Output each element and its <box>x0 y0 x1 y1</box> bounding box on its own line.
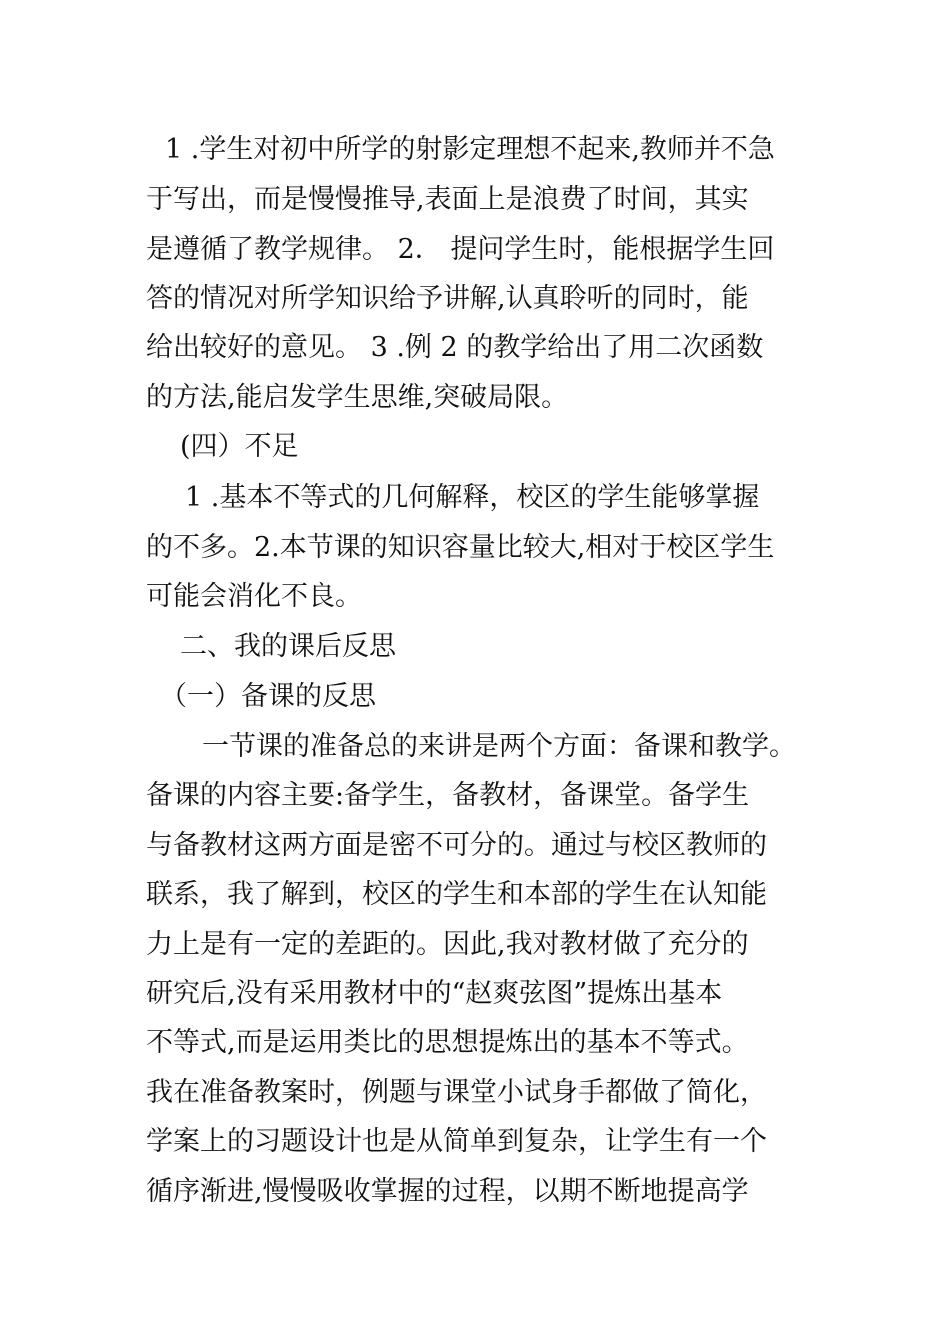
paragraph-line: 1 .基本不等式的几何解释，校区的学生能够掌握 <box>185 482 760 513</box>
paragraph-line: 力上是有一定的差距的。因此,我对教材做了充分的 <box>146 929 749 960</box>
paragraph-line: 研究后,没有采用教材中的“赵爽弦图”提炼出基本 <box>146 978 723 1009</box>
paragraph-line: 循序渐进,慢慢吸收掌握的过程，以期不断地提高学 <box>146 1176 749 1207</box>
paragraph-line: 给出较好的意见。 3 .例 2 的教学给出了用二次函数 <box>146 332 764 363</box>
paragraph-line: 答的情况对所学知识给予讲解,认真聆听的同时，能 <box>146 283 749 314</box>
paragraph-line: 不等式,而是运用类比的思想提炼出的基本不等式。 <box>146 1027 749 1058</box>
paragraph-line: 可能会消化不良。 <box>146 581 362 612</box>
paragraph-line: 备课的内容主要:备学生，备教材，备课堂。备学生 <box>146 780 750 811</box>
paragraph-line: 是遵循了教学规律。 2． 提问学生时，能根据学生回 <box>146 234 775 265</box>
paragraph-line: 与备教材这两方面是密不可分的。通过与校区教师的 <box>146 830 767 861</box>
paragraph-line: 一节课的准备总的来讲是两个方面：备课和教学。 <box>202 731 796 762</box>
paragraph-line: 的方法,能启发学生思维,突破局限。 <box>146 382 569 413</box>
section-heading: (四）不足 <box>180 431 299 462</box>
paragraph-line: 的不多。2.本节课的知识容量比较大,相对于校区学生 <box>146 532 775 563</box>
paragraph-line: 联系，我了解到，校区的学生和本部的学生在认知能 <box>146 879 767 910</box>
paragraph-line: 于写出，而是慢慢推导,表面上是浪费了时间，其实 <box>146 184 749 215</box>
paragraph-line: 1 .学生对初中所学的射影定理想不起来,教师并不急 <box>165 134 775 165</box>
paragraph-line: 我在准备教案时，例题与课堂小试身手都做了简化， <box>146 1077 767 1108</box>
paragraph-line: 学案上的习题设计也是从简单到复杂，让学生有一个 <box>146 1126 767 1157</box>
section-heading: （一）备课的反思 <box>160 681 376 712</box>
section-heading: 二、我的课后反思 <box>180 631 396 662</box>
